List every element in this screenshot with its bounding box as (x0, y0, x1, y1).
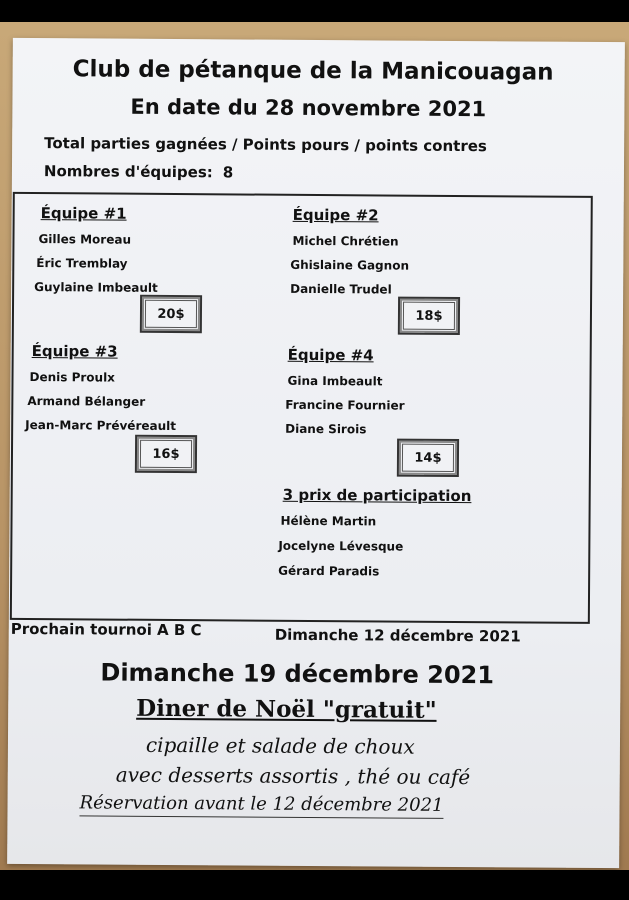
dinner-menu-line-2: avec desserts assortis , thé ou café (115, 762, 471, 790)
teams-count-value: 8 (222, 163, 234, 182)
team-2-title: Équipe #2 (292, 205, 379, 225)
next-tournament-date: Dimanche 12 décembre 2021 (274, 625, 521, 646)
results-box (10, 192, 593, 624)
participation-winner-3: Gérard Paradis (278, 563, 380, 579)
teams-count (44, 162, 233, 181)
team-3-member-2: Armand Bélanger (27, 393, 146, 409)
team-4-prize: 14$ (397, 439, 459, 477)
participation-winner-2: Jocelyne Lévesque (278, 538, 404, 554)
team-2-member-2: Ghislaine Gagnon (290, 257, 410, 273)
team-4-title: Équipe #4 (287, 345, 374, 365)
stats-subtitle: Total parties gagnées / Points pours / points contres (44, 134, 487, 156)
team-3-prize: 16$ (135, 435, 197, 473)
page-title: Club de pétanque de la Manicouagan (72, 56, 554, 86)
next-tournament-label: Prochain tournoi A B C (10, 619, 202, 640)
team-1-prize: 20$ (140, 295, 202, 333)
team-1-member-2: Éric Tremblay (36, 256, 128, 271)
bottom-black-bar (0, 872, 629, 900)
team-3-member-3: Jean-Marc Prévéreault (25, 417, 177, 434)
team-1-member-1: Gilles Moreau (38, 232, 132, 247)
team-4-member-2: Francine Fournier (285, 397, 405, 413)
team-1-title: Équipe #1 (40, 204, 127, 223)
team-3-member-1: Denis Proulx (29, 369, 116, 385)
reservation-deadline: Réservation avant le 12 décembre 2021 (79, 792, 443, 819)
top-black-bar (0, 0, 629, 22)
participation-title: 3 prix de participation (282, 485, 472, 506)
flyer-sheet (7, 38, 625, 868)
team-4-member-3: Diane Sirois (285, 421, 367, 437)
team-1-member-3: Guylaine Imbeault (34, 280, 158, 295)
date-line: En date du 28 novembre 2021 (130, 94, 487, 122)
team-2-member-3: Danielle Trudel (290, 281, 392, 297)
participation-winner-1: Hélène Martin (280, 513, 377, 529)
team-4-member-1: Gina Imbeault (287, 373, 383, 389)
dinner-date: Dimanche 19 décembre 2021 (100, 658, 495, 690)
team-3-title: Équipe #3 (31, 342, 118, 361)
team-2-member-1: Michel Chrétien (292, 233, 399, 249)
team-2-prize: 18$ (398, 297, 460, 335)
dinner-menu-line-1: cipaille et salade de choux (145, 732, 415, 759)
teams-count-label: Nombres d'équipes: (43, 162, 213, 182)
dinner-title: Diner de Noël "gratuit" (136, 694, 437, 724)
